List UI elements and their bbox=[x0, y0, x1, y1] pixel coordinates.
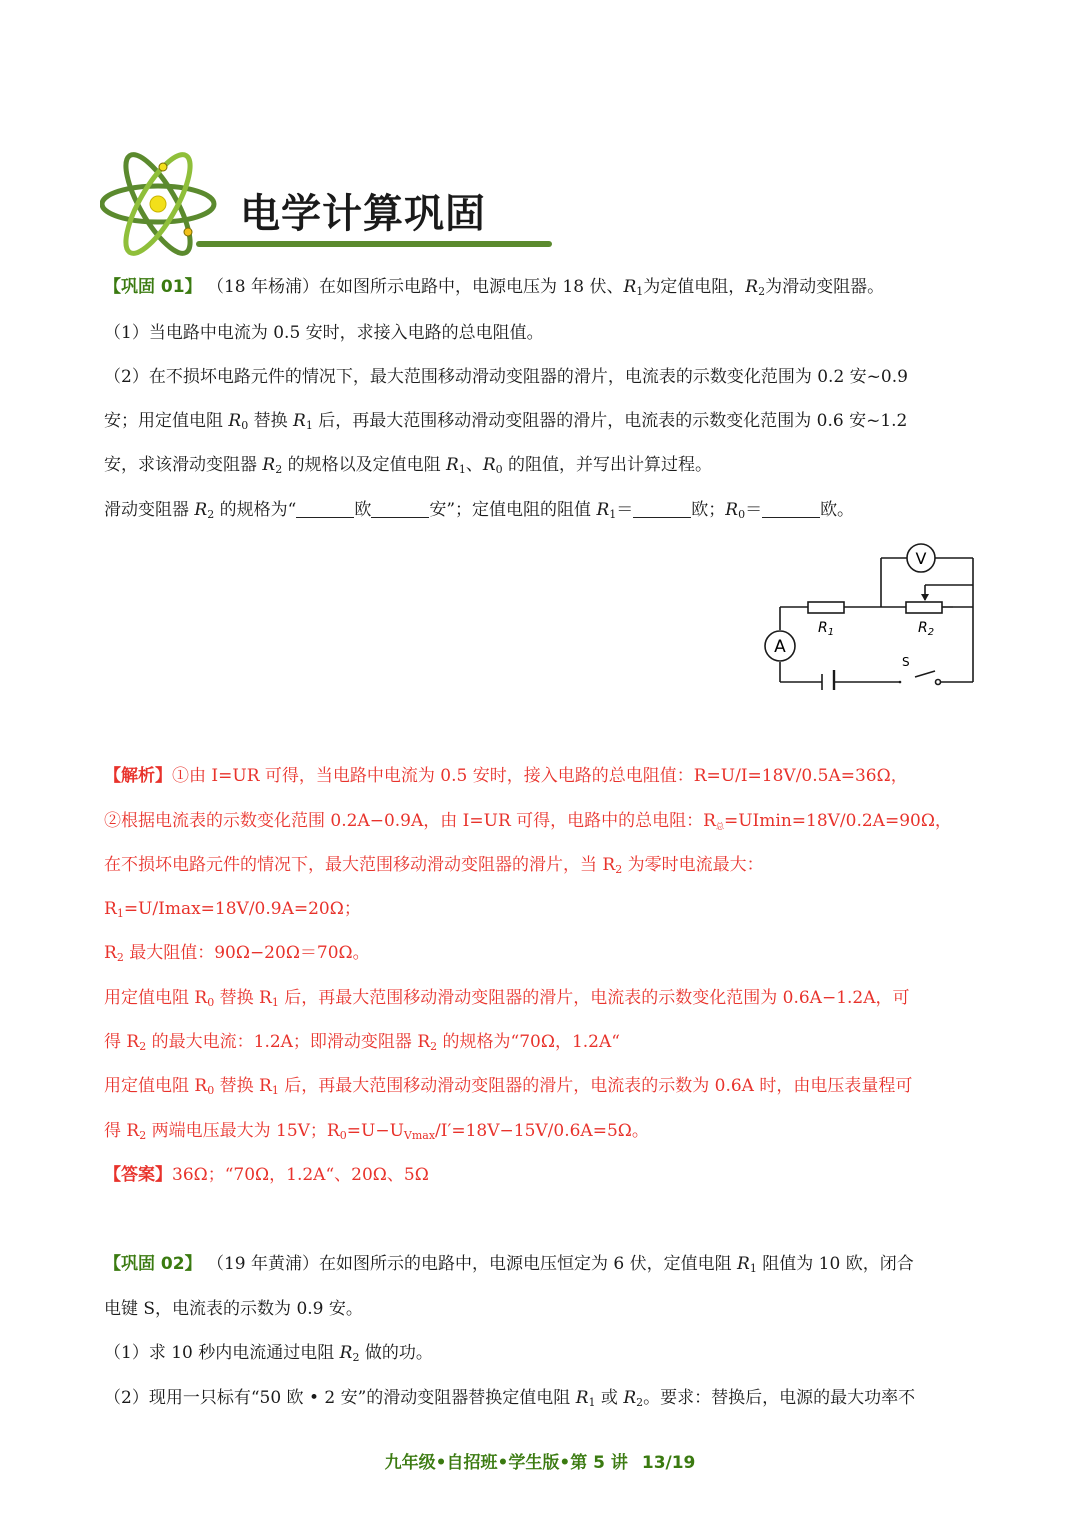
footer-label: 九年级•自招班•学生版•第 5 讲 bbox=[384, 1453, 628, 1473]
page-title: 电学计算巩固 bbox=[240, 191, 486, 237]
q2-stem-line1: 【巩固 02】 （19 年黄浦）在如图所示的电路中，电源电压恒定为 6 伏，定值电阻 $R_1$ 阻值为 10 欧，闭合 bbox=[104, 1254, 914, 1275]
solution-line-5: $R_2$ 最大阻值：90Ω−20Ω＝70Ω。 bbox=[104, 943, 370, 964]
title-underline bbox=[196, 241, 552, 247]
page-number: 13/19 bbox=[641, 1453, 696, 1473]
answer-blank[interactable] bbox=[633, 499, 691, 518]
q2-tag: 【巩固 02】 bbox=[104, 1254, 202, 1274]
answer-tag: 【答案】 bbox=[104, 1165, 172, 1185]
q1-part2-line1: （2）在不损坏电路元件的情况下，最大范围移动滑动变阻器的滑片，电流表的示数变化范围为 0.2 安~0.9 bbox=[104, 367, 908, 387]
solution-line-3: 在不损坏电路元件的情况下，最大范围移动滑动变阻器的滑片，当 $R_2$ 为零时电流最大： bbox=[104, 855, 764, 876]
q2-part2: （2）现用一只标有“50 欧 • 2 安”的滑动变阻器替换定值电阻 $R_1$ 或 $R_2$。要求：替换后，电源的最大功率不 bbox=[104, 1388, 916, 1409]
answer-blank[interactable] bbox=[371, 499, 429, 518]
voltmeter-label: V bbox=[915, 549, 927, 568]
answer-line: 【答案】36Ω；“70Ω，1.2A“、20Ω、5Ω bbox=[104, 1165, 429, 1185]
switch-label: S bbox=[902, 655, 910, 669]
q1-stem: 【巩固 01】 （18 年杨浦）在如图所示电路中，电源电压为 18 伏、$R_1$为定值电阻，$R_2$为滑动变阻器。 bbox=[104, 277, 885, 298]
answer-blank[interactable] bbox=[762, 499, 820, 518]
solution-line-9: 得 $R_2$ 两端电压最大为 15V；$R_0=U-U_{Vmax}/I'=18V-15V/0.6A=5\Omega$。 bbox=[104, 1121, 649, 1142]
page-footer bbox=[0, 1448, 1080, 1473]
solution-line-1: 【解析】①由 I=UR 可得，当电路中电流为 0.5 安时，接入电路的总电阻值：R=U/I=18V/0.5A=36Ω， bbox=[104, 766, 908, 786]
q1-part1: （1）当电路中电流为 0.5 安时，求接入电路的总电阻值。 bbox=[104, 323, 544, 343]
ammeter-label: A bbox=[774, 637, 786, 657]
solution-line-8: 用定值电阻 $R_0$ 替换 $R_1$ 后，再最大范围移动滑动变阻器的滑片，电流表的示数为 0.6A 时，由电压表量程可 bbox=[104, 1076, 913, 1097]
solution-line-7: 得 $R_2$ 的最大电流：1.2A；即滑动变阻器 $R_2$ 的规格为“70Ω，1.2A“ bbox=[104, 1032, 620, 1053]
q1-part2-line3: 安，求该滑动变阻器 $R_2$ 的规格以及定值电阻 $R_1$、$R_0$ 的阻值，并写出计算过程。 bbox=[104, 455, 713, 476]
solution-line-4: $R_1=U/Imax=18V/0.9A=20\Omega$； bbox=[104, 899, 361, 920]
solution-line-6: 用定值电阻 $R_0$ 替换 $R_1$ 后，再最大范围移动滑动变阻器的滑片，电流表的示数变化范围为 0.6A−1.2A，可 bbox=[104, 988, 910, 1009]
solution-tag: 【解析】 bbox=[104, 766, 172, 786]
answer-blank[interactable] bbox=[296, 499, 354, 518]
q2-part1: （1）求 10 秒内电流通过电阻 $R_2$ 做的功。 bbox=[104, 1343, 433, 1364]
q1-part2-line2: 安；用定值电阻 $R_0$ 替换 $R_1$ 后，再最大范围移动滑动变阻器的滑片，电流表的示数变化范围为 0.6 安~1.2 bbox=[104, 411, 908, 432]
q1-tag: 【巩固 01】 bbox=[104, 277, 202, 297]
r2-label: $R_2$ bbox=[918, 620, 935, 638]
q2-stem-line2: 电键 S，电流表的示数为 0.9 安。 bbox=[104, 1299, 363, 1319]
q1-fill-in: 滑动变阻器 $R_2$ 的规格为“ 欧 安”；定值电阻的阻值 $R_1=$ 欧；$R_0=$ 欧。 bbox=[104, 500, 855, 521]
circuit-diagram bbox=[760, 540, 980, 690]
solution-line-2: ②根据电流表的示数变化范围 0.2A−0.9A，由 I=UR 可得，电路中的总电阻：$R_总=UImin=18V/0.2A=90\Omega$， bbox=[104, 811, 952, 831]
r1-label: $R_1$ bbox=[818, 620, 835, 638]
